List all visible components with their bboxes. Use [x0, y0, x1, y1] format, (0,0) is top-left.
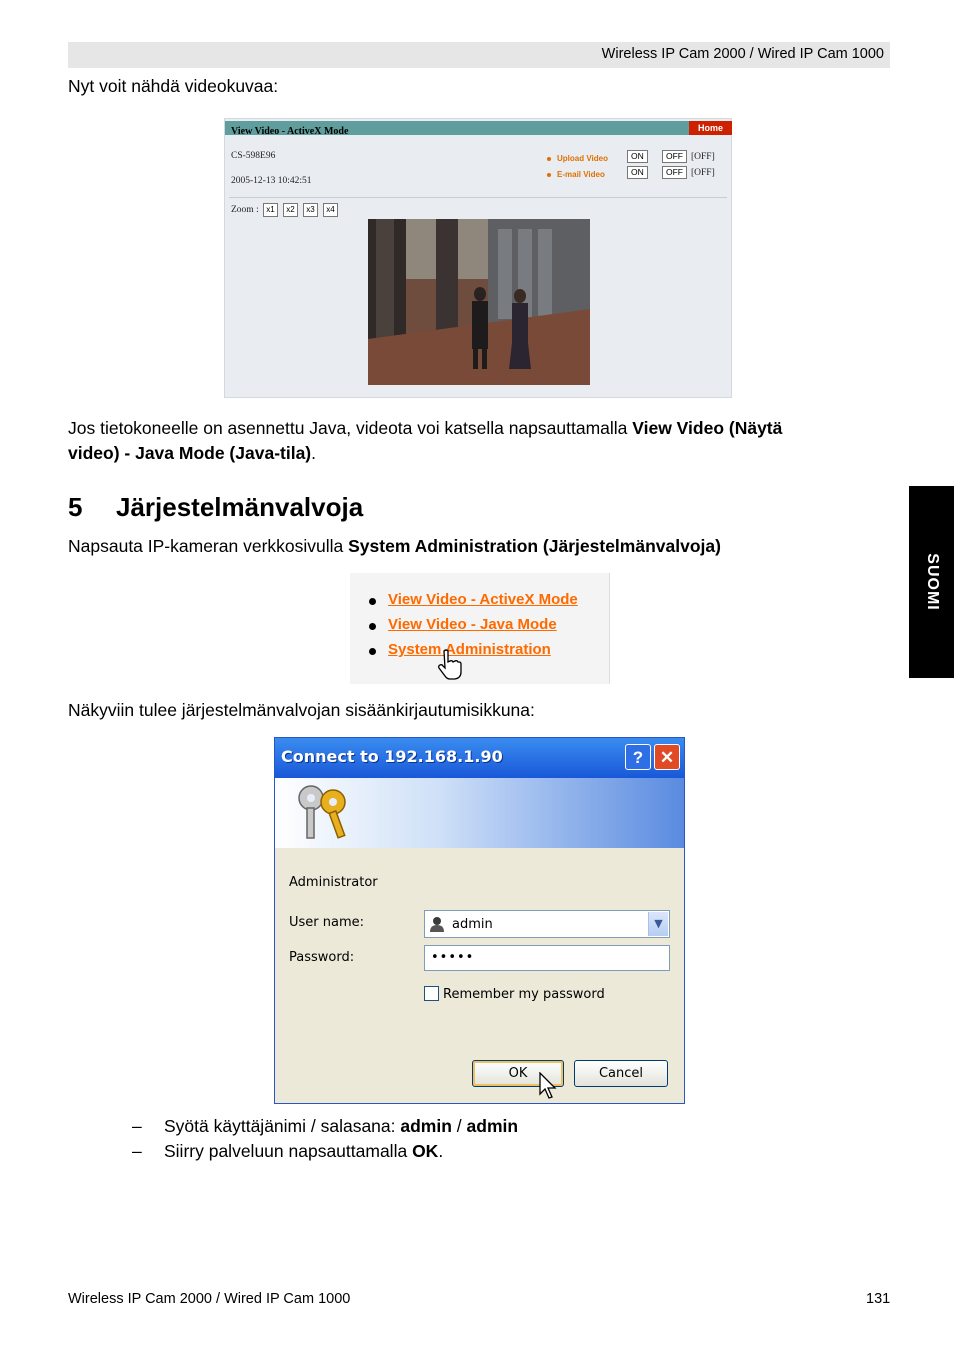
java-paragraph	[68, 416, 890, 441]
username-combobox[interactable]	[424, 910, 670, 938]
user-icon	[429, 916, 445, 932]
viewer-title-bar	[225, 121, 689, 135]
section-title: Järjestelmänvalvoja	[116, 492, 364, 522]
email-video-link[interactable]: E-mail Video	[557, 170, 605, 179]
java-paragraph-line-2	[68, 441, 316, 466]
intro-text: Nyt voit nähdä videokuvaa:	[68, 76, 279, 96]
page-number: 131	[866, 1291, 891, 1307]
camera-id: CS-598E96	[231, 151, 276, 161]
step-2-ok: OK	[412, 1141, 439, 1161]
upload-off-button[interactable]: OFF	[662, 150, 687, 163]
zoom-x4-button[interactable]: x4	[323, 203, 338, 217]
language-tab	[909, 486, 954, 678]
zoom-x1-button[interactable]: x1	[263, 203, 278, 217]
login-intro-text: Näkyviin tulee järjestelmänvalvojan sisäänkirjautumisikkuna:	[68, 700, 535, 720]
username-value: admin	[452, 917, 493, 932]
chevron-down-icon[interactable]: ▼	[648, 912, 668, 936]
language-tab-label: SUOMI	[923, 553, 941, 611]
menu-item-system-admin[interactable]: System Administration	[388, 641, 551, 658]
java-bold-2: video) - Java Mode (Java-tila)	[68, 443, 312, 463]
dialog-title: Connect to 192.168.1.90	[281, 747, 503, 766]
header-title: Wireless IP Cam 2000 / Wired IP Cam 1000	[601, 46, 884, 62]
zoom-label: Zoom :	[231, 205, 259, 215]
java-period: .	[311, 443, 317, 463]
email-off-button[interactable]: OFF	[662, 166, 687, 179]
keys-icon	[293, 782, 357, 844]
java-text: Jos tietokoneelle on asennettu Java, videota voi katsella napsauttamalla	[68, 418, 633, 438]
login-dialog	[274, 737, 685, 1104]
email-status: [OFF]	[691, 168, 715, 178]
dialog-title-bar	[275, 738, 684, 778]
email-on-button[interactable]: ON	[627, 166, 648, 179]
step-1	[164, 1114, 518, 1139]
close-button[interactable]: ✕	[654, 744, 680, 770]
menu-screenshot	[350, 573, 610, 684]
dialog-banner	[275, 778, 684, 848]
bullet-icon	[369, 598, 376, 605]
step-1-pass: admin	[466, 1116, 519, 1136]
step-1-text: Syötä käyttäjänimi / salasana:	[164, 1116, 401, 1136]
password-label: Password:	[289, 950, 355, 965]
menu-item-activex[interactable]: View Video - ActiveX Mode	[388, 591, 578, 608]
step-2	[164, 1139, 443, 1164]
bullet-icon	[369, 648, 376, 655]
menu-item-java[interactable]: View Video - Java Mode	[388, 616, 557, 633]
remember-checkbox[interactable]	[424, 986, 439, 1001]
cancel-button[interactable]: Cancel	[574, 1060, 668, 1087]
upload-on-button[interactable]: ON	[627, 150, 648, 163]
realm-label: Administrator	[289, 875, 378, 890]
step-2-dash: –	[132, 1141, 142, 1161]
video-image	[368, 219, 590, 385]
instruction-paragraph	[68, 534, 721, 559]
home-button[interactable]: Home	[689, 121, 732, 135]
bullet-icon	[547, 157, 551, 161]
arrow-cursor-icon	[539, 1072, 557, 1100]
zoom-x2-button[interactable]: x2	[283, 203, 298, 217]
upload-video-link[interactable]: Upload Video	[557, 154, 608, 163]
step-2-period: .	[438, 1141, 444, 1161]
step-2-text: Siirry palveluun napsauttamalla	[164, 1141, 413, 1161]
section-number: 5	[68, 492, 83, 522]
instruction-bold: System Administration (Järjestelmänvalvoja)	[348, 536, 721, 556]
zoom-x3-button[interactable]: x3	[303, 203, 318, 217]
ok-button[interactable]: OK	[472, 1060, 564, 1087]
username-label: User name:	[289, 915, 365, 930]
bullet-icon	[547, 173, 551, 177]
step-1-dash: –	[132, 1116, 142, 1136]
java-bold-1: View Video (Näytä	[632, 418, 783, 438]
instruction-text: Napsauta IP-kameran verkkosivulla	[68, 536, 349, 556]
running-header	[68, 42, 890, 68]
password-field[interactable]	[424, 945, 670, 971]
camera-datetime: 2005-12-13 10:42:51	[231, 176, 312, 186]
help-button[interactable]: ?	[625, 744, 651, 770]
step-1-sep: /	[451, 1116, 467, 1136]
footer-title: Wireless IP Cam 2000 / Wired IP Cam 1000	[68, 1291, 351, 1307]
upload-status: [OFF]	[691, 152, 715, 162]
password-value: •••••	[431, 950, 475, 965]
remember-label: Remember my password	[443, 987, 605, 1002]
step-1-user: admin	[400, 1116, 452, 1136]
viewer-title: View Video - ActiveX Mode	[231, 126, 349, 137]
divider	[229, 197, 727, 198]
hand-cursor-icon	[438, 649, 462, 681]
bullet-icon	[369, 623, 376, 630]
video-viewer-screenshot	[224, 118, 732, 398]
